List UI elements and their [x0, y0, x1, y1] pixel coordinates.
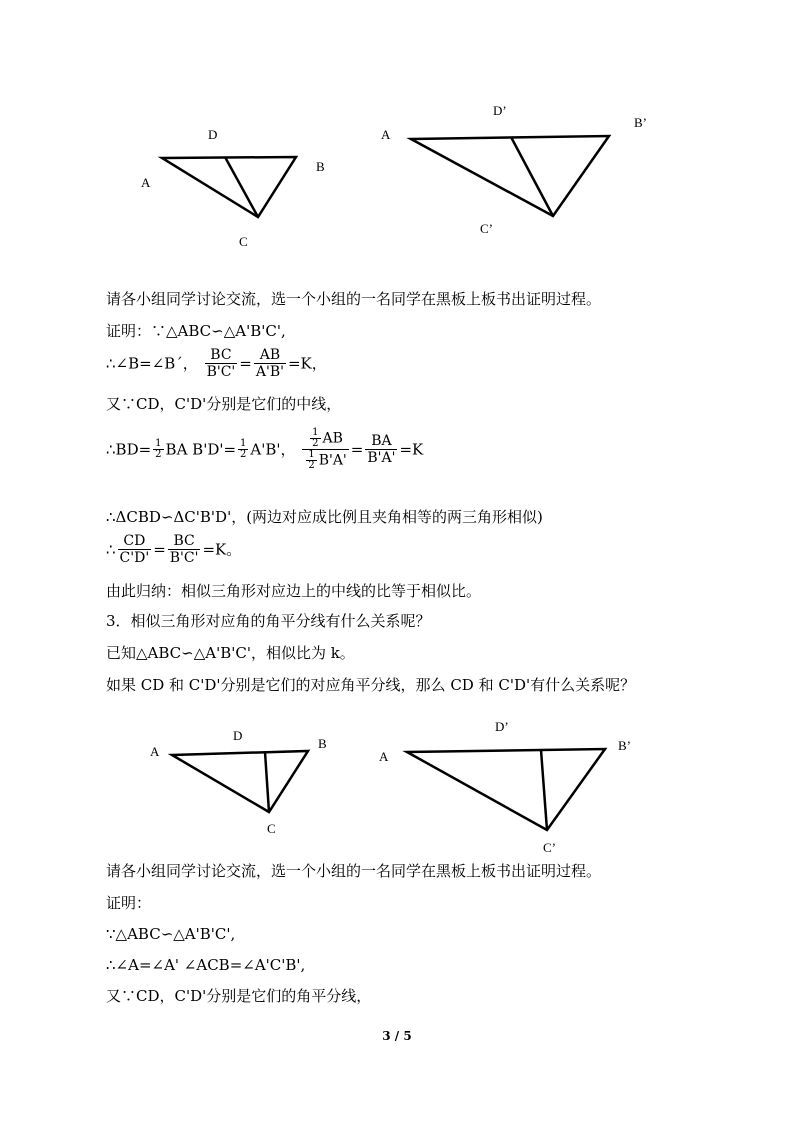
- discuss-line-1: 请各小组同学讨论交流，选一个小组的一名同学在黑板上板书出证明过程。: [106, 290, 602, 308]
- proof1-line-2: ∴∠B=∠B´， $\frac{BC}{B'C'}$ = $\frac{AB}{A'B'}$ =K，: [106, 347, 327, 380]
- label-D-2: D: [233, 728, 243, 743]
- label-C-prime: C’: [480, 221, 493, 236]
- proof1-line-4: ∴BD= $\frac{1}{2}$ BA B'D'= $\frac{1}{2}$ A'B'， $\frac{1}{2}$ AB $\frac{1}{2}$ B'A' = $\frac{BA}{B'A'}$ =K: [106, 427, 424, 471]
- fraction-bc-2: $\frac{BC}{B'C'}$: [169, 533, 199, 566]
- proof1-line-1: 证明：∵△ABC∽△A'B'C',: [106, 322, 286, 340]
- label-B-prime: B’: [634, 115, 647, 130]
- label-C-prime-2: C’: [543, 840, 556, 855]
- proof1-line-3: 又∵CD，C'D'分别是它们的中线，: [106, 395, 342, 413]
- label-D-prime-2: D’: [495, 719, 509, 734]
- page-number: 3 / 5: [382, 1029, 412, 1043]
- label-A-2: A: [150, 744, 160, 759]
- proof2-line-4: 又∵CD，C'D'分别是它们的角平分线，: [106, 987, 372, 1005]
- label-B-prime-2: B’: [618, 738, 631, 753]
- proof2-line-1: 证明：: [106, 894, 152, 912]
- fraction-compound: $\frac{1}{2}$ AB $\frac{1}{2}$ B'A': [302, 428, 348, 471]
- triangle-abc-small: [162, 157, 296, 217]
- proof1-line-6: ∴ $\frac{CD}{C'D'}$ = $\frac{BC}{B'C'}$ =K。: [106, 533, 242, 566]
- proof2-line-3: ∴∠A=∠A' ∠ACB=∠A'C'B',: [106, 956, 306, 974]
- conclusion-line: 由此归纳：相似三角形对应边上的中线的比等于相似比。: [106, 582, 482, 600]
- given-line: 已知△ABC∽△A'B'C'，相似比为 k。: [106, 644, 355, 662]
- discuss-line-2: 请各小组同学讨论交流，选一个小组的一名同学在黑板上板书出证明过程。: [106, 862, 602, 880]
- figure-bisector-triangles: [0, 700, 794, 860]
- fraction-ab: $\frac{AB}{A'B'}$: [255, 347, 284, 380]
- figure-median-triangles: [0, 0, 794, 260]
- fraction-ba: $\frac{BA}{B'A'}$: [367, 433, 396, 466]
- question-line: 如果 CD 和 C'D'分别是它们的对应角平分线，那么 CD 和 C'D'有什么关系呢？: [106, 676, 636, 694]
- label-D: D: [208, 127, 218, 142]
- fraction-half: $\frac{1}{2}$: [155, 438, 162, 460]
- fraction-cd: $\frac{CD}{C'D'}$: [119, 533, 150, 566]
- triangle-abc-large: [411, 136, 609, 216]
- label-A: A: [141, 175, 151, 190]
- label-A-prime: A: [381, 127, 391, 142]
- label-B-2: B: [318, 736, 327, 751]
- proof1-line-5: ∴ΔCBD∽ΔC'B'D'，(两边对应成比例且夹角相等的两三角形相似): [106, 508, 543, 526]
- fraction-half-2: $\frac{1}{2}$: [240, 438, 247, 460]
- label-B: B: [316, 159, 325, 174]
- fraction-bc: $\frac{BC}{B'C'}$: [206, 347, 236, 380]
- label-C: C: [239, 234, 248, 249]
- triangle-abc-small-2: [172, 751, 308, 812]
- label-C-2: C: [267, 821, 276, 836]
- question-3: 3．相似三角形对应角的角平分线有什么关系呢？: [106, 612, 431, 630]
- proof2-line-2: ∵△ABC∽△A'B'C',: [106, 925, 236, 943]
- label-D-prime: D’: [493, 103, 507, 118]
- triangle-abc-large-2: [407, 749, 605, 830]
- label-A-prime-2: A: [379, 749, 389, 764]
